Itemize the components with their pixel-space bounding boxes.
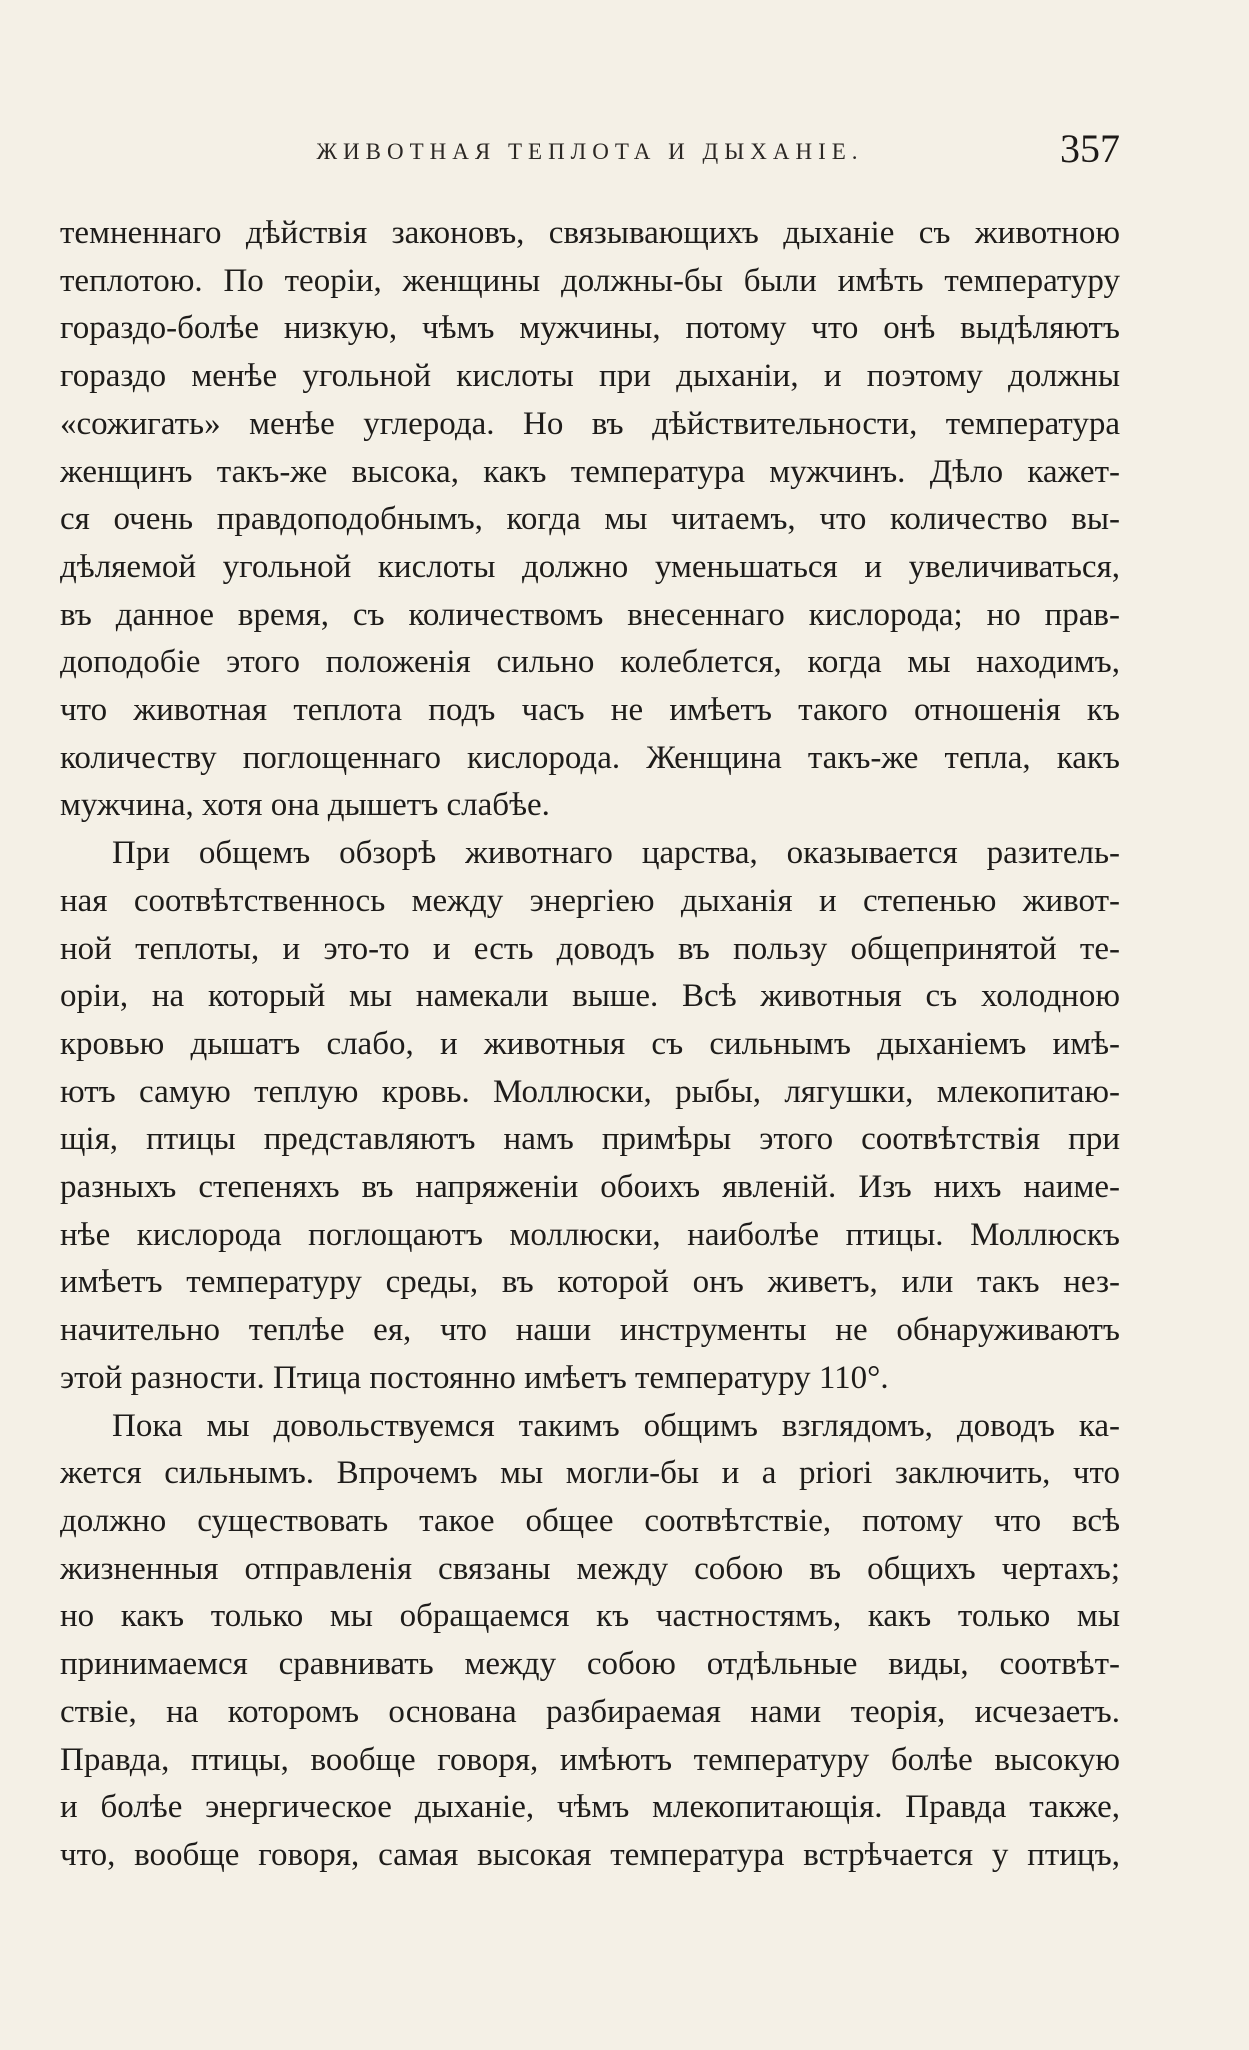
text-line: гораздо менѣе угольной кислоты при дыханіи, и поэтому должны xyxy=(60,358,1120,395)
text-line: Пока мы довольствуемся такимъ общимъ взглядомъ, доводъ ка- xyxy=(112,1407,1120,1444)
text-line: ся очень правдоподобнымъ, когда мы читаемъ, что количество вы- xyxy=(60,501,1120,538)
text-line: оріи, на который мы намекали выше. Всѣ животныя съ холодною xyxy=(60,978,1120,1015)
text-line: нѣе кислорода поглощаютъ моллюски, наиболѣе птицы. Моллюскъ xyxy=(60,1216,1120,1253)
text-line: но какъ только мы обращаемся къ частностямъ, какъ только мы xyxy=(60,1598,1120,1635)
text-line: женщинъ такъ-же высока, какъ температура мужчинъ. Дѣло кажет- xyxy=(60,453,1120,490)
text-line: количеству поглощеннаго кислорода. Женщина такъ-же тепла, какъ xyxy=(60,739,1120,776)
text-line: жизненныя отправленія связаны между собою въ общихъ чертахъ; xyxy=(60,1550,1120,1587)
text-line: имѣетъ температуру среды, въ которой онъ живетъ, или такъ нез- xyxy=(60,1264,1120,1301)
text-line: должно существовать такое общее соотвѣтствіе, потому что всѣ xyxy=(60,1502,1120,1539)
paragraph-2 xyxy=(60,830,1120,1402)
page-number: 357 xyxy=(1060,126,1120,171)
text-line: При общемъ обзорѣ животнаго царства, оказывается разитель- xyxy=(112,835,1120,872)
text-line: начительно теплѣе ея, что наши инструменты не обнаруживаютъ xyxy=(60,1312,1120,1349)
text-line: ной теплоты, и это-то и есть доводъ въ пользу общепринятой те- xyxy=(60,930,1120,967)
text-line: кровью дышатъ слабо, и животныя съ сильнымъ дыханіемъ имѣ- xyxy=(60,1025,1120,1062)
text-line: и болѣе энергическое дыханіе, чѣмъ млекопитающія. Правда также, xyxy=(60,1789,1120,1826)
text-line: щія, птицы представляютъ намъ примѣры этого соотвѣтствія при xyxy=(60,1121,1120,1158)
text-line: доподобіе этого положенія сильно колеблется, когда мы находимъ, xyxy=(60,644,1120,681)
text-line: ствіе, на которомъ основана разбираемая нами теорія, исчезаетъ. xyxy=(60,1693,1120,1730)
text-line: ная соотвѣтственнось между энергіею дыханія и степенью живот- xyxy=(60,882,1120,919)
text-line: дѣляемой угольной кислоты должно уменьшаться и увеличиваться, xyxy=(60,548,1120,585)
text-line: темненнаго дѣйствія законовъ, связывающихъ дыханіе съ животною xyxy=(60,215,1120,251)
page-header xyxy=(60,125,1120,175)
paragraph-3 xyxy=(60,1403,1120,1880)
text-line: что животная теплота подъ часъ не имѣетъ такого отношенія къ xyxy=(60,692,1120,729)
text-line: гораздо-болѣе низкую, чѣмъ мужчины, потому что онѣ выдѣляютъ xyxy=(60,310,1120,347)
running-title: ЖИВОТНАЯ ТЕПЛОТА И ДЫХАНІЕ. xyxy=(316,139,864,164)
text-line: «сожигать» менѣе углерода. Но въ дѣйствительности, температура xyxy=(60,405,1120,442)
text-line: Правда, птицы, вообще говоря, имѣютъ температуру болѣе высокую xyxy=(60,1741,1120,1778)
text-line: теплотою. По теоріи, женщины должны-бы были имѣть температуру xyxy=(60,262,1120,299)
text-line: въ данное время, съ количествомъ внесеннаго кислорода; но прав- xyxy=(60,596,1120,633)
text-line: этой разности. Птица постоянно имѣетъ температуру 110°. xyxy=(60,1359,889,1396)
text-line: что, вообще говоря, самая высокая температура встрѣчается у птицъ, xyxy=(60,1836,1120,1873)
text-line: принимаемся сравнивать между собою отдѣльные виды, соотвѣт- xyxy=(60,1646,1120,1683)
body-text xyxy=(60,210,1120,1880)
text-line: разныхъ степеняхъ въ напряженіи обоихъ явленій. Изъ нихъ наиме- xyxy=(60,1169,1120,1206)
text-line: жется сильнымъ. Впрочемъ мы могли-бы и a priori заключить, что xyxy=(60,1455,1120,1492)
text-line: мужчина, хотя она дышетъ слабѣе. xyxy=(60,787,550,824)
paragraph-1 xyxy=(60,210,1120,830)
text-line: ютъ самую теплую кровь. Моллюски, рыбы, лягушки, млекопитаю- xyxy=(60,1073,1120,1110)
